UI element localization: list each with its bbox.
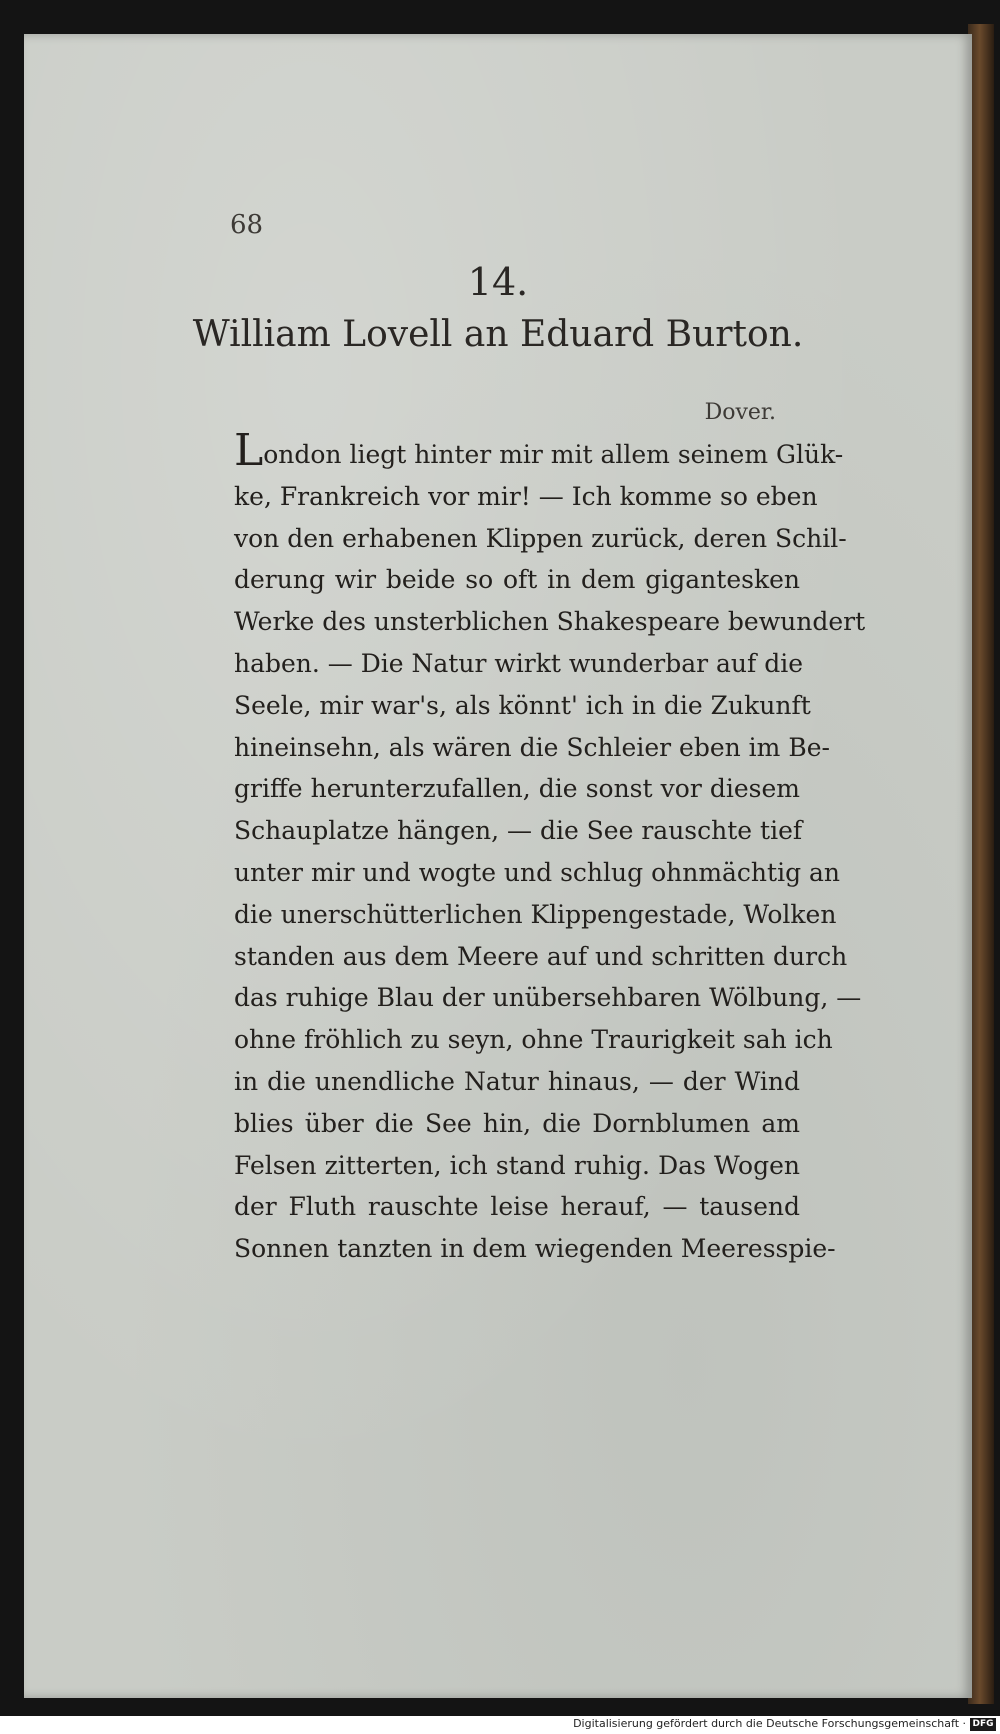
text-line: Seele, mir war's, als könnt' ich in die Zukunft (234, 690, 811, 720)
dfg-logo: DFG (970, 1718, 996, 1731)
text-line: Werke des unsterblichen Shakespeare bewundert (234, 607, 866, 637)
text-line: derung wir beide so oft in dem gigantesken (234, 565, 800, 595)
text-line: von den erhabenen Klippen zurück, deren Schil- (234, 523, 847, 553)
text-line: haben. — Die Natur wirkt wunderbar auf die (234, 648, 803, 678)
text-line (234, 425, 844, 476)
book-page (24, 34, 972, 1698)
text-line: der Fluth rauschte leise herauf, — tausend (234, 1192, 800, 1222)
text-line: unter mir und wogte und schlug ohnmächtig an (234, 857, 841, 887)
text-line: das ruhige Blau der unübersehbaren Wölbung, — (234, 983, 862, 1013)
footer-bar (0, 1716, 1000, 1734)
drop-cap: L (234, 425, 264, 476)
letter-body (234, 425, 866, 1270)
letter-title: William Lovell an Eduard Burton. (192, 314, 804, 355)
text-line: die unerschütterlichen Klippengestade, Wolken (234, 899, 837, 929)
text-line: in die unendliche Natur hinaus, — der Wind (234, 1066, 800, 1096)
first-line-text: ondon liegt hinter mir mit allem seinem Glük- (263, 440, 844, 469)
text-line: hineinsehn, als wären die Schleier eben im Be- (234, 732, 830, 762)
text-line: Felsen zitterten, ich stand ruhig. Das Wogen (234, 1150, 800, 1180)
place-heading: Dover. (704, 400, 776, 425)
text-line: griffe herunterzufallen, die sonst vor diesem (234, 774, 800, 804)
text-line: blies über die See hin, die Dornblumen am (234, 1108, 800, 1138)
page-number: 68 (230, 210, 264, 240)
text-line: Sonnen tanzten in dem wiegenden Meeresspie- (234, 1234, 836, 1264)
letter-number: 14. (467, 260, 529, 304)
text-line: Schauplatze hängen, — die See rauschte tief (234, 816, 803, 846)
text-line: standen aus dem Meere auf und schritten durch (234, 941, 848, 971)
text-line: ke, Frankreich vor mir! — Ich komme so eben (234, 481, 818, 511)
footer-credit: Digitalisierung gefördert durch die Deutsche Forschungsgemeinschaft · (573, 1717, 966, 1730)
text-line: ohne fröhlich zu seyn, ohne Traurigkeit sah ich (234, 1025, 833, 1055)
